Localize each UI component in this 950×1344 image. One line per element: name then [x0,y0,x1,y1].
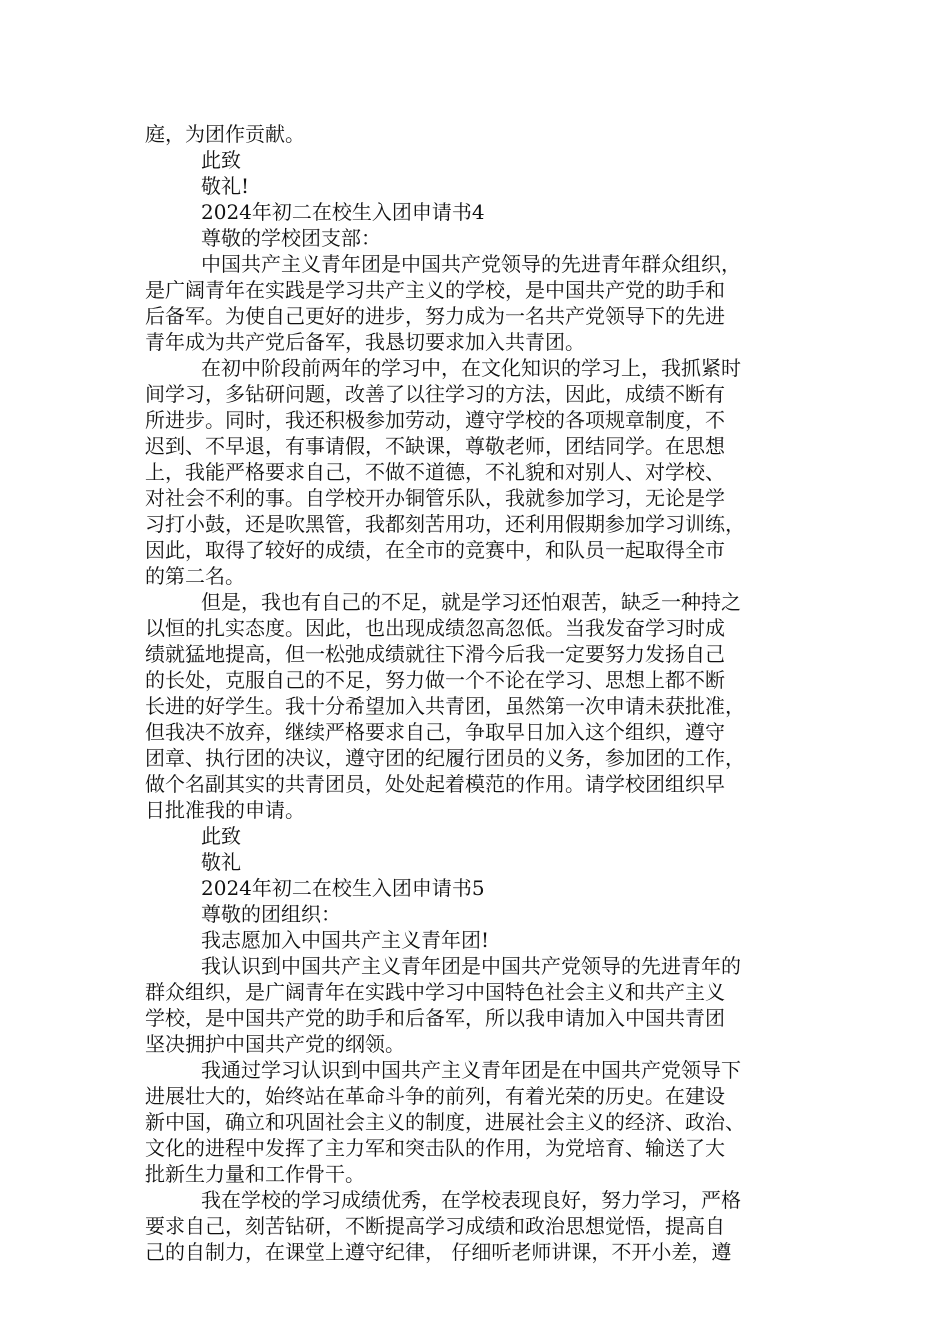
text-line: 上，我能严格要求自己，不做不道德，不礼貌和对别人、对学校、 [145,460,725,484]
text-line: 迟到、不早退，有事请假，不缺课，尊敬老师，团结同学。在思想 [145,434,725,458]
text-line: 以恒的扎实态度。因此，也出现成绩忽高忽低。当我发奋学习时成 [145,616,725,640]
text-line: 尊敬的学校团支部： [201,226,381,250]
text-line: 在初中阶段前两年的学习中，在文化知识的学习上，我抓紧时 [201,356,741,380]
text-line: 坚决拥护中国共产党的纲领。 [145,1032,405,1056]
text-line: 庭，为团作贡献。 [145,122,305,146]
text-line: 是广阔青年在实践是学习共产主义的学校，是中国共产党的助手和 [145,278,725,302]
text-line: 批新生力量和工作骨干。 [145,1162,365,1186]
text-line: 敬礼! [201,174,250,198]
text-line: 对社会不利的事。自学校开办铜管乐队，我就参加学习，无论是学 [145,486,725,510]
text-line: 间学习，多钻研问题，改善了以往学习的方法，因此，成绩不断有 [145,382,725,406]
text-line: 但是，我也有自己的不足，就是学习还怕艰苦，缺乏一种持之 [201,590,741,614]
text-line: 2024年初二在校生入团申请书4 [201,200,485,224]
text-line: 所进步。同时，我还积极参加劳动，遵守学校的各项规章制度，不 [145,408,725,432]
text-line: 新中国，确立和巩固社会主义的制度，进展社会主义的经济、政治、 [145,1110,745,1134]
text-line: 习打小鼓，还是吹黑管，我都刻苦用功，还利用假期参加学习训练， [145,512,745,536]
text-line: 因此，取得了较好的成绩，在全市的竞赛中，和队员一起取得全市 [145,538,725,562]
text-line: 日批准我的申请。 [145,798,305,822]
text-line: 我认识到中国共产主义青年团是中国共产党领导的先进青年的 [201,954,741,978]
text-line: 但我决不放弃，继续严格要求自己，争取早日加入这个组织，遵守 [145,720,725,744]
text-line: 敬礼 [201,850,241,874]
text-line: 做个名副其实的共青团员，处处起着模范的作用。请学校团组织早 [145,772,725,796]
text-line: 文化的进程中发挥了主力军和突击队的作用，为党培育、输送了大 [145,1136,725,1160]
text-line: 此致 [201,824,241,848]
text-line: 绩就猛地提高，但一松弛成绩就往下滑今后我一定要努力发扬自己 [145,642,725,666]
text-line: 2024年初二在校生入团申请书5 [201,876,485,900]
text-line: 学校，是中国共产党的助手和后备军，所以我申请加入中国共青团 [145,1006,725,1030]
text-line: 的长处，克服自己的不足，努力做一个不论在学习、思想上都不断 [145,668,725,692]
text-line: 要求自己，刻苦钻研，不断提高学习成绩和政治思想觉悟，提高自 [145,1214,725,1238]
text-line: 团章、执行团的决议，遵守团的纪履行团员的义务，参加团的工作， [145,746,745,770]
text-line: 后备军。为使自己更好的进步，努力成为一名共产党领导下的先进 [145,304,725,328]
text-line: 的第二名。 [145,564,245,588]
document-body [145,121,809,1265]
text-line: 我志愿加入中国共产主义青年团! [201,928,490,952]
text-line: 己的自制力，在课堂上遵守纪律， 仔细听老师讲课，不开小差，遵 [145,1240,732,1264]
text-line: 我在学校的学习成绩优秀，在学校表现良好，努力学习，严格 [201,1188,741,1212]
text-line: 此致 [201,148,241,172]
text-line: 青年成为共产党后备军，我恳切要求加入共青团。 [145,330,585,354]
text-line: 我通过学习认识到中国共产主义青年团是在中国共产党领导下 [201,1058,741,1082]
text-line: 长进的好学生。我十分希望加入共青团，虽然第一次申请未获批准， [145,694,745,718]
text-line: 中国共产主义青年团是中国共产党领导的先进青年群众组织， [201,252,741,276]
text-line: 进展壮大的，始终站在革命斗争的前列，有着光荣的历史。在建设 [145,1084,725,1108]
text-line: 尊敬的团组织： [201,902,341,926]
text-line: 群众组织，是广阔青年在实践中学习中国特色社会主义和共产主义 [145,980,725,1004]
